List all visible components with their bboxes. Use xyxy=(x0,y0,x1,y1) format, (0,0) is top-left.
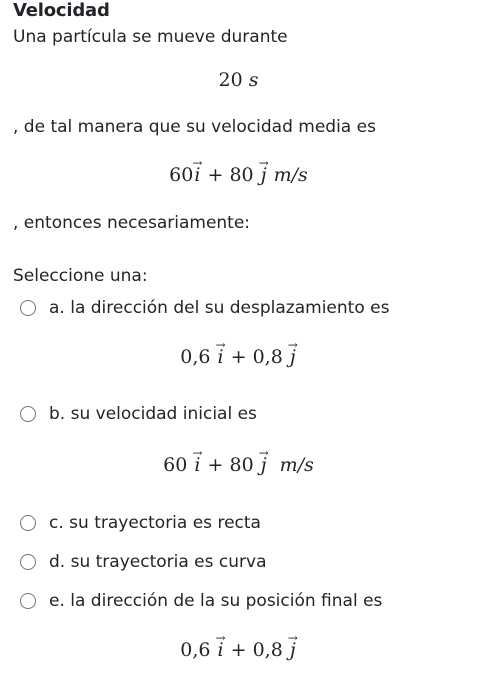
option-c-label: c. su trayectoria es recta xyxy=(49,513,261,533)
option-b-formula xyxy=(0,453,477,477)
option-e[interactable] xyxy=(20,590,382,612)
velocity-x: 60 xyxy=(169,164,194,186)
option-a[interactable] xyxy=(20,297,389,319)
option-a-x: 0,6 xyxy=(180,346,211,368)
velocity-unit: m/s xyxy=(273,164,308,186)
option-b-x: 60 xyxy=(163,454,188,476)
question-title: Velocidad xyxy=(13,0,110,21)
plus-sign: + xyxy=(230,639,247,661)
option-b[interactable] xyxy=(20,403,257,425)
option-d[interactable] xyxy=(20,551,266,573)
option-a-formula xyxy=(0,345,477,369)
option-b-label: b. su velocidad inicial es xyxy=(49,404,257,424)
i-vector: → i xyxy=(193,163,201,187)
j-vector: → j xyxy=(260,453,268,477)
option-e-label: e. la dirección de la su posición final es xyxy=(49,591,383,611)
time-unit: s xyxy=(248,69,259,91)
option-e-x: 0,6 xyxy=(180,639,211,661)
radio-button-a[interactable] xyxy=(20,300,36,316)
j-vector: → j xyxy=(289,638,297,662)
plus-sign: + xyxy=(230,346,247,368)
j-vector: → j xyxy=(260,163,268,187)
radio-button-b[interactable] xyxy=(20,406,36,422)
i-vector: → i xyxy=(193,453,201,477)
option-d-label: d. su trayectoria es curva xyxy=(49,552,267,572)
velocity-formula xyxy=(0,163,477,187)
time-value: 20 xyxy=(218,69,243,91)
j-vector: → j xyxy=(289,345,297,369)
option-c[interactable] xyxy=(20,512,261,534)
question-text-line3: , entonces necesariamente: xyxy=(13,213,251,233)
velocity-y: 80 xyxy=(229,164,254,186)
option-a-label: a. la dirección del su desplazamiento es xyxy=(49,298,390,318)
time-formula xyxy=(0,68,477,92)
option-b-unit: m/s xyxy=(279,454,314,476)
question-text-line1: Una partícula se mueve durante xyxy=(13,27,288,47)
plus-sign: + xyxy=(207,454,224,476)
select-prompt: Seleccione una: xyxy=(13,266,148,286)
question-text-line2: , de tal manera que su velocidad media es xyxy=(13,117,376,137)
option-b-y: 80 xyxy=(229,454,254,476)
radio-button-e[interactable] xyxy=(20,593,36,609)
plus-sign: + xyxy=(207,164,224,186)
radio-button-d[interactable] xyxy=(20,554,36,570)
i-vector: → i xyxy=(217,345,225,369)
option-a-y: 0,8 xyxy=(252,346,283,368)
option-e-formula xyxy=(0,638,477,662)
option-e-y: 0,8 xyxy=(252,639,283,661)
i-vector: → i xyxy=(217,638,225,662)
radio-button-c[interactable] xyxy=(20,515,36,531)
